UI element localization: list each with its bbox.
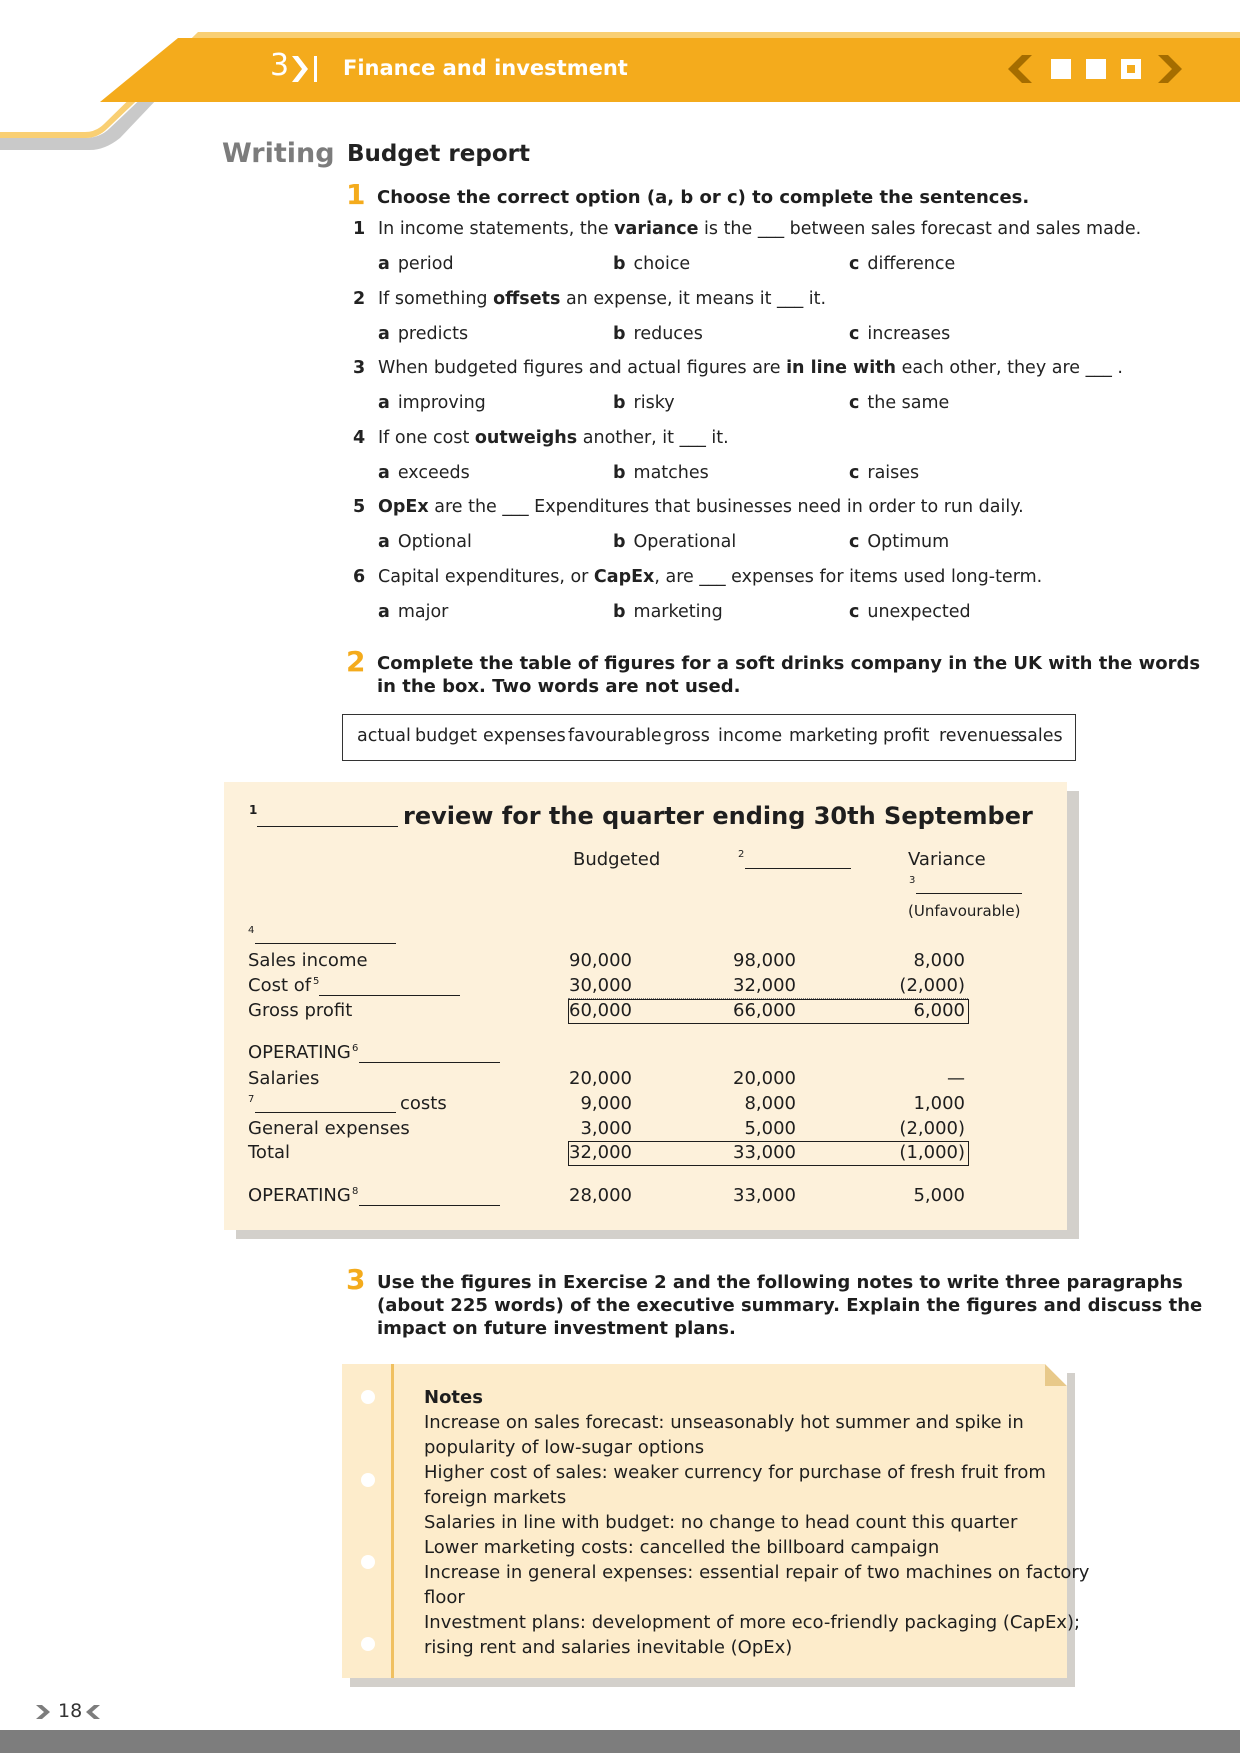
question-keyword: variance	[614, 219, 699, 239]
option-letter: c	[849, 462, 860, 483]
header-band	[0, 0, 1240, 170]
blank-line-7[interactable]	[255, 1112, 396, 1113]
blank-line-4[interactable]	[255, 943, 396, 944]
option-b[interactable]	[613, 324, 703, 344]
exercise-3-instruction-line-2: (about 225 words) of the executive summary. Explain the figures and discuss the	[377, 1295, 1203, 1316]
word-item: actual	[357, 726, 411, 746]
exercise-2-instruction-line-1: Complete the table of figures for a soft drinks company in the UK with the words	[377, 653, 1201, 674]
row-label-operating-heading: OPERATING	[248, 1042, 351, 1063]
option-text: difference	[867, 254, 956, 274]
unit-number: 3	[270, 48, 290, 83]
option-a[interactable]	[378, 463, 470, 483]
blank-number-1: 1	[249, 803, 258, 817]
unit-title: Finance and investment	[343, 56, 628, 80]
blank-number-4: 4	[248, 925, 255, 936]
costs-budgeted: 9,000	[580, 1093, 632, 1114]
col-header-budgeted: Budgeted	[573, 849, 661, 870]
nav-square-2[interactable]	[1086, 59, 1106, 79]
option-text: major	[397, 601, 449, 622]
sales-income-budgeted: 90,000	[569, 950, 632, 971]
option-text: exceeds	[397, 462, 470, 483]
option-letter: a	[378, 462, 390, 483]
blank-number-7: 7	[248, 1094, 255, 1105]
total-budgeted: 32,000	[569, 1142, 632, 1163]
option-letter: c	[849, 254, 860, 274]
note-line: popularity of low-sugar options	[424, 1437, 705, 1458]
question-text: each other, they are ___ .	[896, 358, 1123, 378]
question-number: 6	[353, 566, 366, 587]
option-text: unexpected	[867, 601, 971, 622]
blank-number-8: 8	[352, 1186, 359, 1197]
note-line: foreign markets	[424, 1487, 567, 1508]
question-2	[353, 289, 826, 309]
question-3	[353, 358, 1123, 378]
row-label-general-expenses: General expenses	[248, 1118, 410, 1139]
question-text: When budgeted figures and actual figures are	[378, 358, 787, 378]
gross-profit-actual: 66,000	[733, 1000, 796, 1021]
section-label: Writing	[222, 138, 335, 169]
costs-variance: 1,000	[913, 1093, 965, 1114]
blank-number-6: 6	[352, 1043, 359, 1054]
row-label-cost-of: Cost of	[248, 975, 312, 996]
exercise-3-instruction-line-3: impact on future investment plans.	[377, 1318, 736, 1339]
blank-line-6[interactable]	[359, 1062, 500, 1063]
cost-of-actual: 32,000	[733, 975, 796, 996]
option-text: choice	[633, 254, 691, 274]
page-chevron-right-icon	[34, 1703, 52, 1721]
question-number: 5	[353, 497, 366, 517]
option-a[interactable]	[378, 254, 454, 274]
option-letter: b	[613, 323, 626, 344]
page-curl-icon	[1045, 1364, 1067, 1386]
word-item: profit	[883, 726, 930, 746]
cost-of-variance: (2,000)	[899, 975, 965, 996]
question-number: 1	[353, 219, 366, 239]
row-label-salaries: Salaries	[248, 1068, 320, 1089]
option-c[interactable]	[849, 393, 949, 413]
exercise-2-instruction-line-2: in the box. Two words are not used.	[377, 676, 741, 697]
general-expenses-actual: 5,000	[744, 1118, 796, 1139]
general-expenses-variance: (2,000)	[899, 1118, 965, 1139]
total-actual: 33,000	[733, 1142, 796, 1163]
binder-hole-icon	[361, 1473, 375, 1487]
blank-number-2: 2	[738, 849, 745, 860]
notes-margin-line	[391, 1364, 394, 1678]
cost-of-budgeted: 30,000	[569, 975, 632, 996]
option-letter: b	[613, 601, 626, 622]
option-text: risky	[633, 393, 675, 413]
option-text: predicts	[397, 323, 469, 344]
note-line: Lower marketing costs: cancelled the billboard campaign	[424, 1537, 940, 1558]
option-text: the same	[867, 393, 950, 413]
word-item: expenses	[483, 726, 566, 746]
option-a[interactable]	[378, 532, 472, 552]
blank-line-2[interactable]	[745, 868, 851, 869]
question-number: 3	[353, 358, 366, 378]
option-letter: c	[849, 532, 860, 552]
option-letter: b	[613, 254, 626, 274]
option-text: improving	[397, 393, 486, 413]
option-letter: b	[613, 393, 626, 413]
blank-line-5[interactable]	[319, 995, 460, 996]
blank-line-1[interactable]	[257, 826, 398, 827]
question-number: 2	[353, 288, 366, 309]
question-text: In income statements, the	[378, 219, 615, 239]
note-line: rising rent and salaries inevitable (OpEx)	[424, 1637, 793, 1658]
header-nav	[1006, 53, 1184, 85]
blank-number-5: 5	[313, 976, 320, 987]
question-text: is the ___ between sales forecast and sales made.	[698, 219, 1142, 239]
option-letter: a	[378, 393, 390, 413]
row-label-gross-profit: Gross profit	[248, 1000, 353, 1021]
total-variance: (1,000)	[899, 1142, 965, 1163]
general-expenses-budgeted: 3,000	[580, 1118, 632, 1139]
question-6	[353, 567, 1042, 587]
gross-profit-variance: 6,000	[913, 1000, 965, 1021]
word-item: favourable	[568, 726, 662, 746]
option-c[interactable]	[849, 463, 919, 483]
prev-chevron-icon[interactable]	[1008, 55, 1032, 83]
exercise-2-number: 2	[346, 645, 366, 678]
operating-result-actual: 33,000	[733, 1185, 796, 1206]
blank-line-3[interactable]	[916, 893, 1022, 894]
binder-hole-icon	[361, 1390, 375, 1404]
word-item: income	[718, 726, 783, 746]
page-chevron-left-icon	[84, 1703, 102, 1721]
note-line: Salaries in line with budget: no change to head count this quarter	[424, 1512, 1018, 1533]
option-text: marketing	[633, 601, 723, 622]
sales-income-variance: 8,000	[913, 950, 965, 971]
word-item: marketing	[789, 726, 879, 746]
option-letter: a	[378, 532, 390, 552]
option-letter: a	[378, 601, 390, 622]
nav-square-current[interactable]	[1121, 59, 1141, 79]
question-1	[353, 219, 1141, 239]
footer-bar	[0, 1730, 1240, 1753]
exercise-1-number: 1	[346, 178, 366, 211]
salaries-actual: 20,000	[733, 1068, 796, 1089]
note-line: floor	[424, 1587, 465, 1608]
option-c[interactable]	[849, 324, 950, 344]
gross-profit-budgeted: 60,000	[569, 1000, 632, 1021]
blank-line-8[interactable]	[359, 1205, 500, 1206]
option-text: matches	[633, 462, 709, 483]
row-label-costs: costs	[400, 1093, 447, 1114]
option-letter: b	[613, 462, 626, 483]
question-text: are the ___ Expenditures that businesses need in order to run daily.	[428, 497, 1024, 517]
word-item: budget	[415, 726, 478, 746]
row-label-sales-income: Sales income	[248, 950, 368, 971]
col-header-variance: Variance	[908, 849, 986, 870]
question-keyword: OpEx	[378, 497, 429, 517]
option-text: Optional	[397, 532, 472, 552]
word-item: revenues	[939, 726, 1020, 746]
question-text: , are ___ expenses for items used long-term.	[654, 566, 1043, 587]
word-item: sales	[1018, 726, 1063, 746]
question-text: Capital expenditures, or	[378, 566, 594, 587]
option-a[interactable]	[378, 324, 468, 344]
nav-square-1[interactable]	[1051, 59, 1071, 79]
note-line: Higher cost of sales: weaker currency for purchase of fresh fruit from	[424, 1462, 1046, 1483]
option-text: reduces	[633, 323, 703, 344]
option-letter: a	[378, 254, 390, 274]
row-label-operating-result: OPERATING	[248, 1185, 351, 1206]
question-text: an expense, it means it ___ it.	[560, 288, 827, 309]
row-label-total: Total	[248, 1142, 291, 1163]
note-line: Increase in general expenses: essential repair of two machines on factory	[424, 1562, 1090, 1583]
question-text: another, it ___ it.	[577, 427, 729, 448]
question-4	[353, 428, 729, 448]
next-chevron-icon[interactable]	[1158, 55, 1182, 83]
section-title: Budget report	[347, 141, 530, 167]
option-c[interactable]	[849, 532, 949, 552]
option-letter: a	[378, 323, 390, 344]
salaries-budgeted: 20,000	[569, 1068, 632, 1089]
binder-hole-icon	[361, 1555, 375, 1569]
option-a[interactable]	[378, 602, 448, 622]
question-5	[353, 497, 1024, 517]
page-number: 18	[58, 1700, 83, 1722]
note-line: Investment plans: development of more eco-friendly packaging (CapEx);	[424, 1612, 1081, 1633]
option-b[interactable]	[613, 393, 675, 413]
word-item: gross	[663, 726, 710, 746]
option-text: raises	[867, 462, 920, 483]
option-a[interactable]	[378, 393, 486, 413]
option-text: Operational	[633, 532, 737, 552]
col-header-unfavourable: (Unfavourable)	[908, 902, 1021, 920]
exercise-1-instruction: Choose the correct option (a, b or c) to complete the sentences.	[377, 187, 1030, 208]
option-letter: b	[613, 532, 626, 552]
notes-title: Notes	[424, 1387, 483, 1408]
sales-income-actual: 98,000	[733, 950, 796, 971]
blank-number-3: 3	[909, 875, 916, 886]
option-c[interactable]	[849, 254, 955, 274]
option-letter: c	[849, 601, 860, 622]
question-text: If one cost	[378, 427, 475, 448]
option-b[interactable]	[613, 532, 736, 552]
option-b[interactable]	[613, 463, 709, 483]
option-letter: c	[849, 393, 860, 413]
question-keyword: outweighs	[474, 427, 578, 448]
question-text: If something	[378, 288, 494, 309]
option-b[interactable]	[613, 602, 723, 622]
option-letter: c	[849, 323, 860, 344]
costs-actual: 8,000	[744, 1093, 796, 1114]
binder-hole-icon	[361, 1637, 375, 1651]
operating-result-budgeted: 28,000	[569, 1185, 632, 1206]
option-text: period	[397, 254, 454, 274]
operating-result-variance: 5,000	[913, 1185, 965, 1206]
question-keyword: in line with	[786, 358, 897, 378]
table-title: review for the quarter ending 30th September	[403, 802, 1033, 830]
salaries-variance: —	[947, 1068, 965, 1089]
exercise-3-number: 3	[346, 1263, 366, 1296]
option-text: Optimum	[867, 532, 950, 552]
question-number: 4	[353, 427, 366, 448]
option-text: increases	[867, 323, 951, 344]
option-b[interactable]	[613, 254, 690, 274]
question-keyword: offsets	[493, 288, 561, 309]
word-box	[342, 714, 1076, 761]
exercise-3-instruction-line-1: Use the figures in Exercise 2 and the following notes to write three paragraphs	[377, 1272, 1183, 1293]
note-line: Increase on sales forecast: unseasonably hot summer and spike in	[424, 1412, 1024, 1433]
option-c[interactable]	[849, 602, 971, 622]
question-keyword: CapEx	[593, 566, 655, 587]
